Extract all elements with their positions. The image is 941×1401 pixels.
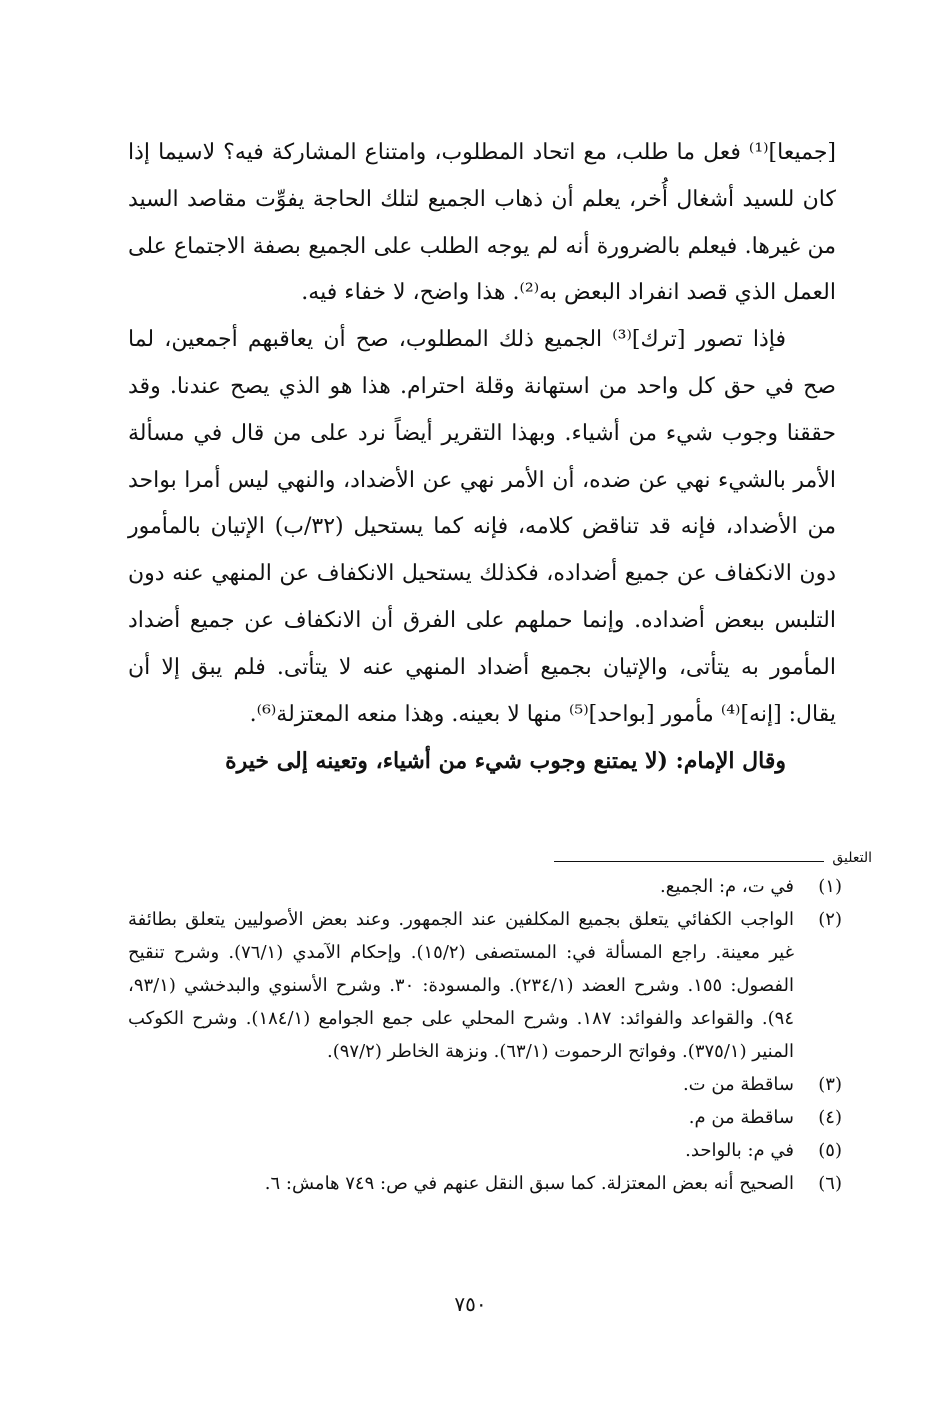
page-number: ٧٥٠ [454, 1292, 487, 1316]
footnote-text: الواجب الكفائي يتعلق بجميع المكلفين عند الجمهور. وعند بعض الأصوليين يتعلق بطائفة غير معينة. راجع المسألة في: المستصفى (١٥/٢). وإحكام الآمدي (٧٦/١). وشرح تنقيح الفصول: ١٥٥. وشرح العضد (٢٣٤/١). والمسودة: ٣٠. وشرح الأسنوي والبدخشي (٩٣/١، ٩٤). والقواعد والفوائد: ١٨٧. وشرح المحلي على جمع الجوامع (١٨٤/١). وشرح الكوكب المنير (٣٧٥/١). وفواتح الرحموت (٦٣/١). ونزهة الخاطر (٩٧/٢). [128, 909, 794, 1062]
paragraph-2: فإذا تصور [ترك]⁽³⁾ الجميع ذلك المطلوب، صح أن يعاقبهم أجمعين، لما صح في حق كل واحد من استهانة وقلة احترام. هذا هو الذي يصح عندنا. وقد حققنا وجوب شيء من أشياء. وبهذا التقرير أيضاً نرد على من قال في مسألة الأمر بالشيء نهي عن ضده، أن الأمر نهي عن الأضداد، والنهي ليس أمرا بواحد من الأضداد، فإنه قد تناقض كلامه، فإنه كما يستحيل (٣٢/ب) الإتيان بالمأمور دون الانكفاف عن جميع أضداده، فكذلك يستحيل الانكفاف عن المنهي عنه دون التلبس ببعض أضداده. وإنما حملهم على الفرق أن الانكفاف عن جميع أضداد المأمور به يتأتى، والإتيان بجميع أضداد المنهي عنه لا يتأتى. فلم يبق إلا أن يقال: [إنه]⁽⁴⁾ مأمور [بواحد]⁽⁵⁾ منها لا بعينه. وهذا منعه المعتزلة⁽⁶⁾. [128, 327, 836, 727]
footnote-number: (٣) [818, 1074, 842, 1095]
footnote-item [128, 870, 842, 903]
footnote-number: (٤) [818, 1107, 842, 1128]
footnote-text: في ت، م: الجميع. [660, 876, 794, 897]
paragraph-3: وقال الإمام: (لا يمتنع وجوب شيء من أشياء، وتعينه إلى خيرة [225, 748, 786, 775]
footnote-number: (٥) [818, 1140, 842, 1161]
footnote-item [128, 1167, 842, 1200]
footnote-separator [400, 848, 872, 872]
main-text-body [128, 130, 836, 785]
footnote-text: ساقطة من م. [688, 1107, 794, 1128]
footnote-number: (٢) [818, 909, 842, 930]
footnote-number: (١) [818, 876, 842, 897]
footnote-number: (٦) [818, 1173, 842, 1194]
footnote-text: في م: بالواحد. [685, 1140, 794, 1161]
footnote-text: ساقطة من ت. [682, 1074, 794, 1095]
footnote-label: التعليق [832, 850, 872, 866]
footnote-item [128, 1134, 842, 1167]
footnote-text: الصحيح أنه بعض المعتزلة. كما سبق النقل عنهم في ص: ٧٤٩ هامش: ٦. [264, 1173, 794, 1194]
footnotes-section [128, 870, 842, 1200]
footnote-rule-line [554, 861, 824, 862]
paragraph-1: [جميعا]⁽¹⁾ فعل ما طلب، مع اتحاد المطلوب، وامتناع المشاركة فيه؟ لاسيما إذا كان للسيد أشغال أُخر، يعلم أن ذهاب الجميع لتلك الحاجة يفوِّت مقاصد السيد من غيرها. فيعلم بالضرورة أنه لم يوجه الطلب على الجميع بصفة الاجتماع على العمل الذي قصد انفراد البعض به⁽²⁾. هذا واضح، لا خفاء فيه. [128, 140, 836, 306]
footnote-item [128, 1068, 842, 1101]
footnote-item [128, 1101, 842, 1134]
footnote-item [128, 903, 842, 1068]
